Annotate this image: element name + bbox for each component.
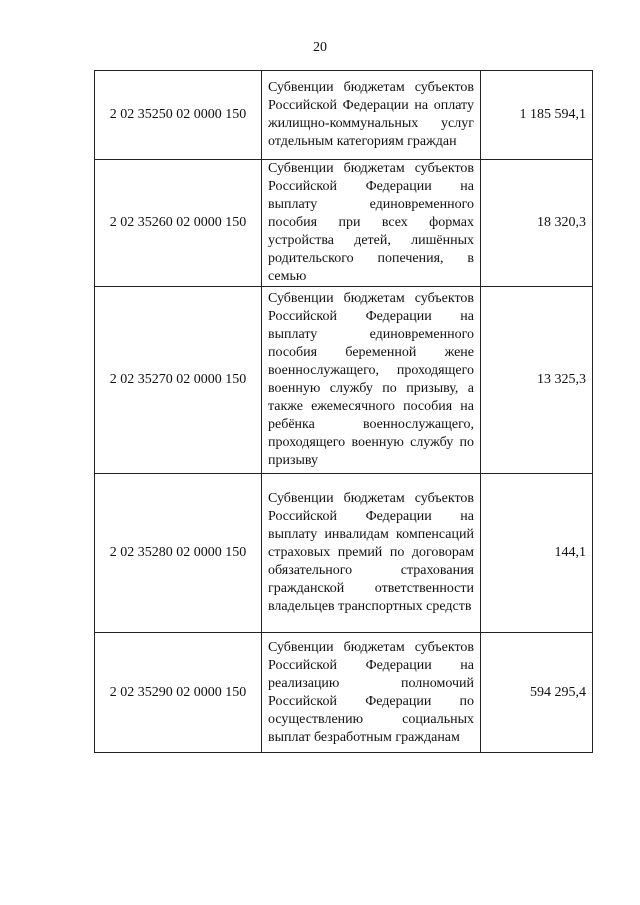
description-cell — [262, 160, 481, 287]
table-row — [95, 287, 593, 474]
description-text: Субвенции бюджетам субъектов Российской Федерации на выплату единовременного пособия при всех формах устройства детей, лишённых родительского попечения, в семью — [268, 161, 474, 284]
amount-cell: 144,1 — [481, 474, 593, 633]
amount-cell: 18 320,3 — [481, 160, 593, 287]
table-row — [95, 474, 593, 633]
budget-code-cell: 2 02 35270 02 0000 150 — [95, 287, 262, 474]
description-cell — [262, 71, 481, 160]
description-text: Субвенции бюджетам субъектов Российской Федерации на оплату жилищно-коммунальных услуг отдельным категориям граждан — [268, 80, 474, 149]
description-cell — [262, 474, 481, 633]
description-cell — [262, 633, 481, 753]
budget-code-cell: 2 02 35280 02 0000 150 — [95, 474, 262, 633]
table-row — [95, 160, 593, 287]
budget-code-cell: 2 02 35260 02 0000 150 — [95, 160, 262, 287]
amount-cell: 1 185 594,1 — [481, 71, 593, 160]
page-number: 20 — [313, 40, 327, 55]
budget-code-cell: 2 02 35290 02 0000 150 — [95, 633, 262, 753]
budget-revenue-table — [94, 70, 593, 753]
amount-cell: 13 325,3 — [481, 287, 593, 474]
description-text: Субвенции бюджетам субъектов Российской Федерации на реализацию полномочий Российской Федерации по осуществлению социальных выплат безработным гражданам — [268, 639, 474, 745]
description-cell — [262, 287, 481, 474]
table-row — [95, 633, 593, 753]
description-text: Субвенции бюджетам субъектов Российской Федерации на выплату единовременного пособия беременной жене военнослужащего, проходящего военную службу по призыву, а также ежемесячного пособия на ребёнка военнослужащего, проходящего военную службу по призыву — [268, 291, 474, 468]
table-row — [95, 71, 593, 160]
budget-code-cell: 2 02 35250 02 0000 150 — [95, 71, 262, 160]
description-text: Субвенции бюджетам субъектов Российской Федерации на выплату инвалидам компенсаций страховых премий по договорам обязательного страхования гражданской ответственности владельцев транспортных средств — [268, 491, 474, 614]
amount-cell: 594 295,4 — [481, 633, 593, 753]
